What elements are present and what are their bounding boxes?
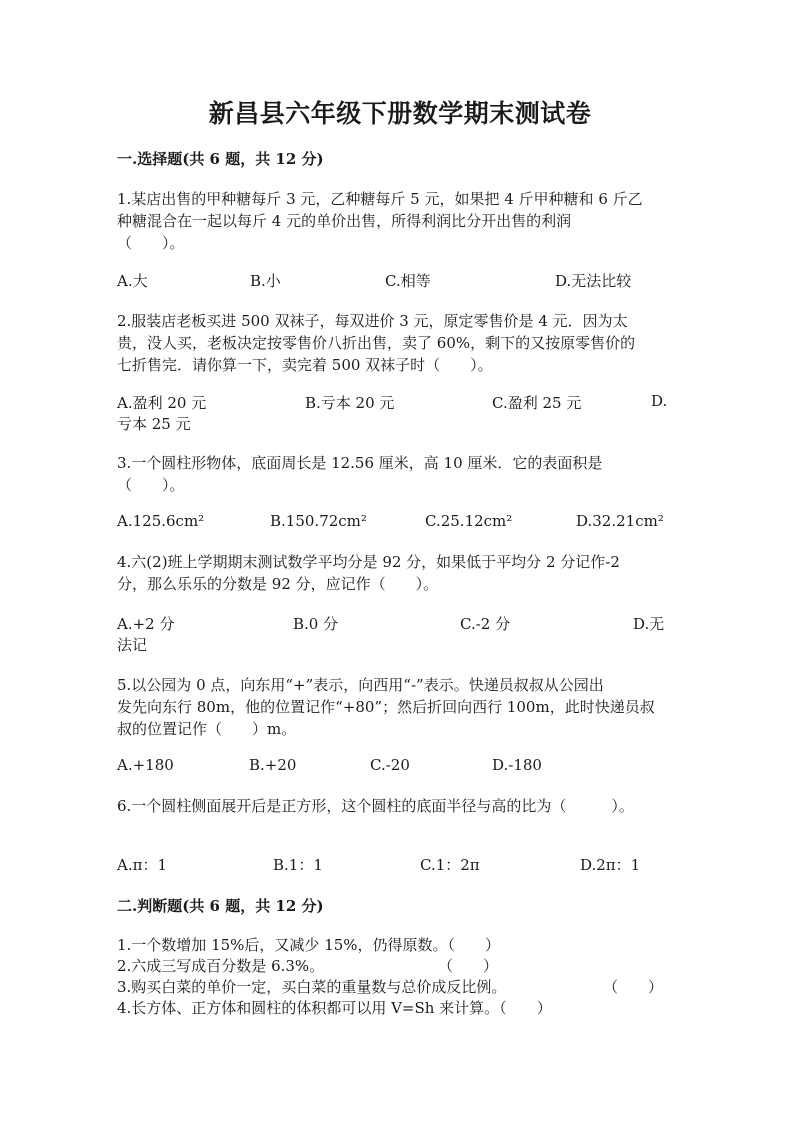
question-4-option-d-text: 法记 <box>117 636 148 654</box>
question-6-option-a: A.π：1 <box>117 856 168 874</box>
question-1-option-c: C.相等 <box>385 272 431 290</box>
section-heading-choice: 一.选择题(共 6 题，共 12 分) <box>117 150 324 168</box>
judgment-item-3-answer-blank: （ ） <box>603 978 664 996</box>
question-4-line-1: 4.六(2)班上学期期末测试数学平均分是 92 分，如果低于平均分 2 分记作-2 <box>117 553 620 571</box>
question-5-option-d: D.-180 <box>492 756 542 774</box>
question-2-option-d-text: 亏本 25 元 <box>117 415 191 433</box>
question-5-line-3: 叔的位置记作（ ）m。 <box>117 720 297 738</box>
question-1-option-d: D.无法比较 <box>555 272 632 290</box>
page-title: 新昌县六年级下册数学期末测试卷 <box>208 99 592 128</box>
question-2-option-c: C.盈利 25 元 <box>492 394 582 412</box>
question-4-line-2: 分，那么乐乐的分数是 92 分，应记作（ ）。 <box>117 575 439 593</box>
question-2-option-b: B.亏本 20 元 <box>305 394 395 412</box>
section-heading-judgment: 二.判断题(共 6 题，共 12 分) <box>117 897 324 915</box>
question-6-option-d: D.2π：1 <box>580 856 641 874</box>
judgment-item-4: 4.长方体、正方体和圆柱的体积都可以用 V=Sh 来计算。（ ） <box>117 999 552 1017</box>
question-3-option-c: C.25.12cm² <box>425 512 513 530</box>
question-1-line-3: （ ）。 <box>117 234 185 252</box>
question-4-option-b: B.0 分 <box>293 615 339 633</box>
question-3-option-a: A.125.6cm² <box>117 512 205 530</box>
question-2-option-d: D. <box>651 392 668 410</box>
judgment-item-2: 2.六成三写成百分数是 6.3%。 <box>117 957 325 975</box>
question-3-option-b: B.150.72cm² <box>270 512 367 530</box>
question-3-option-d: D.32.21cm² <box>576 512 664 530</box>
question-3-line-2: （ ）。 <box>117 476 185 494</box>
question-5-line-2: 发先向东行 80m，他的位置记作“+80”；然后折回向西行 100m，此时快递员叔 <box>117 698 655 716</box>
question-4-option-c: C.-2 分 <box>460 615 511 633</box>
question-2-option-a: A.盈利 20 元 <box>117 394 207 412</box>
question-1-line-2: 种糖混合在一起以每斤 4 元的单价出售，所得利润比分开出售的利润 <box>117 212 572 230</box>
question-1-option-a: A.大 <box>117 272 148 290</box>
question-6-line-1: 6.一个圆柱侧面展开后是正方形，这个圆柱的底面半径与高的比为（ ）。 <box>117 797 634 815</box>
question-4-option-d: D.无 <box>633 615 665 633</box>
question-2-line-3: 七折售完．请你算一下，卖完着 500 双袜子时（ ）。 <box>117 356 493 374</box>
judgment-item-3: 3.购买白菜的单价一定，买白菜的重量数与总价成反比例。 <box>117 978 507 996</box>
question-5-option-b: B.+20 <box>249 756 297 774</box>
judgment-item-1: 1.一个数增加 15%后，又减少 15%，仍得原数。（ ） <box>117 936 501 954</box>
question-2-line-2: 贵，没人买，老板决定按零售价八折出售，卖了 60%，剩下的又按原零售价的 <box>117 334 636 352</box>
question-1-line-1: 1.某店出售的甲种糖每斤 3 元，乙种糖每斤 5 元，如果把 4 斤甲种糖和 6 斤乙 <box>117 190 643 208</box>
question-1-option-b: B.小 <box>250 272 281 290</box>
judgment-item-2-answer-blank: （ ） <box>438 957 499 975</box>
question-6-option-c: C.1：2π <box>420 856 480 874</box>
question-6-option-b: B.1：1 <box>273 856 323 874</box>
question-5-option-a: A.+180 <box>117 756 174 774</box>
question-4-option-a: A.+2 分 <box>117 615 175 633</box>
question-5-line-1: 5.以公园为 0 点，向东用“+”表示，向西用“-”表示。快递员叔叔从公园出 <box>117 676 604 694</box>
question-3-line-1: 3.一个圆柱形物体，底面周长是 12.56 厘米，高 10 厘米．它的表面积是 <box>117 454 603 472</box>
question-5-option-c: C.-20 <box>370 756 410 774</box>
question-2-line-1: 2.服装店老板买进 500 双袜子，每双进价 3 元，原定零售价是 4 元．因为太 <box>117 312 628 330</box>
